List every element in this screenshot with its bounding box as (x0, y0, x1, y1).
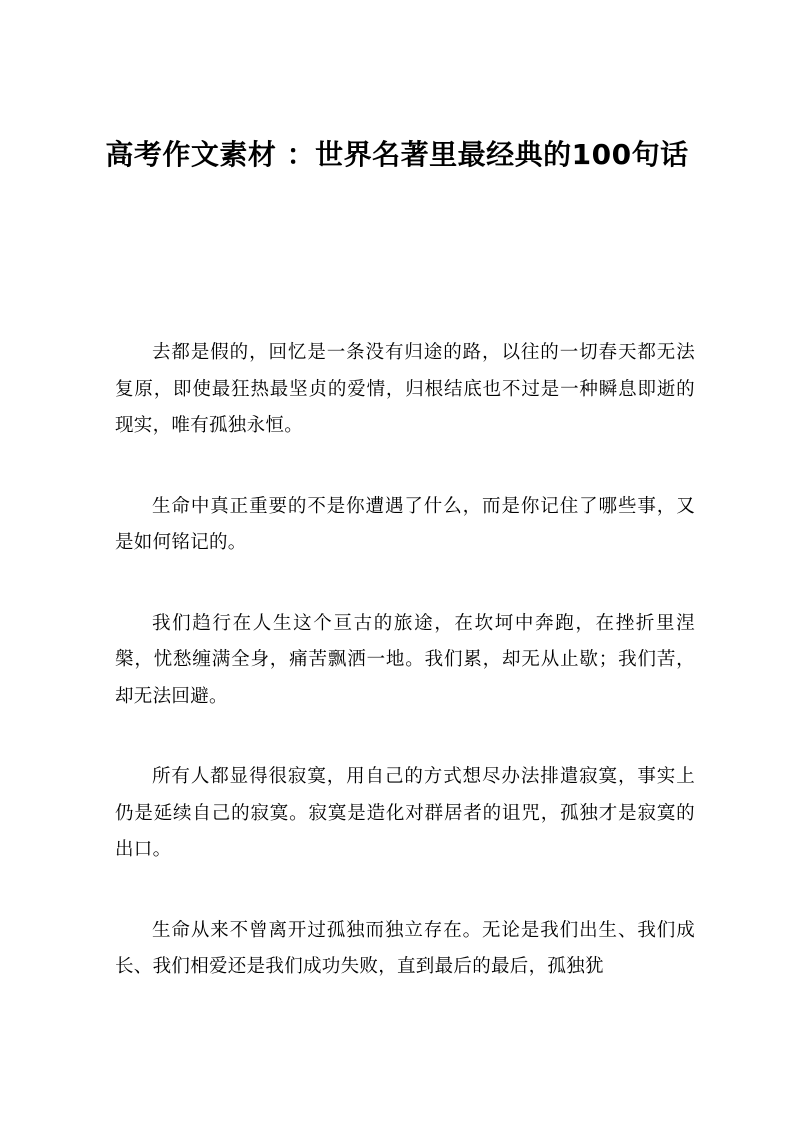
document-title: 高考作文素材 ：世界名著里最经典的100句话 (105, 138, 689, 171)
paragraph: 生命从来不曾离开过孤独而独立存在。无论是我们出生、我们成长、我们相爱还是我们成功失败，直到最后的最后，孤独犹 (115, 919, 695, 977)
paragraph: 生命中真正重要的不是你遭遇了什么，而是你记住了哪些事，又是如何铭记的。 (115, 495, 695, 553)
paragraph: 所有人都显得很寂寞，用自己的方式想尽办法排遣寂寞，事实上仍是延续自己的寂寞。寂寞是造化对群居者的诅咒，孤独才是寂寞的出口。 (115, 766, 695, 860)
document-body (115, 335, 695, 1030)
paragraph: 去都是假的，回忆是一条没有归途的路，以往的一切春天都无法复原，即使最狂热最坚贞的爱情，归根结底也不过是一种瞬息即逝的现实，唯有孤独永恒。 (115, 342, 695, 436)
paragraph: 我们趋行在人生这个亘古的旅途，在坎坷中奔跑，在挫折里涅槃，忧愁缠满全身，痛苦飘洒一地。我们累，却无从止歇；我们苦，却无法回避。 (115, 612, 695, 707)
